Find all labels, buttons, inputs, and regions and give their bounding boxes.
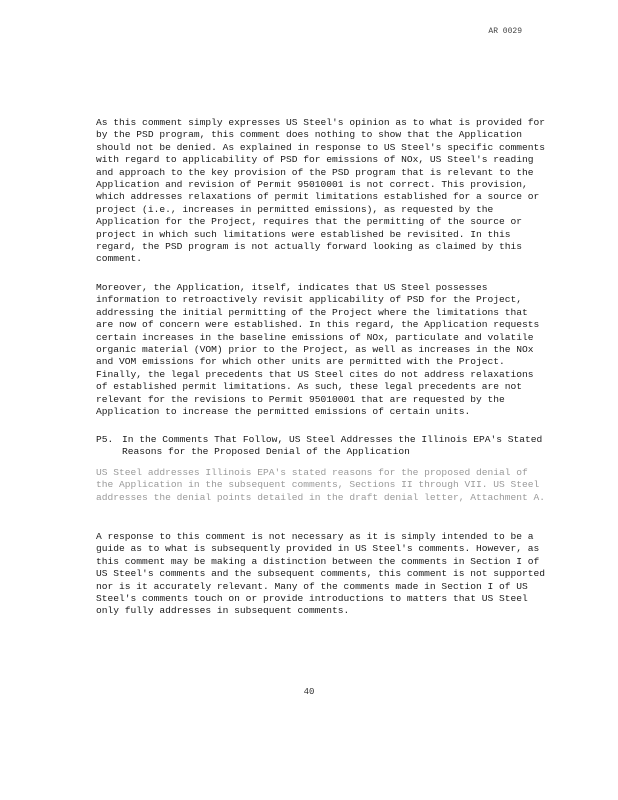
page-number: 40 [303, 687, 315, 697]
body-paragraph-2: Moreover, the Application, itself, indicates that US Steel possesses information to retroactively revisit applicability of PSD for the Project, addressing the initial permitting of the Project where the limitations that are now of concern were established. In this regard, the Application requests certain increases in the baseline emissions of NOx, particulate and volatile organic material (VOM) prior to the Project, as well as increases in the NOx and VOM emissions for which other units are permitted with the Project. Finally, the legal precedents that US Steel cites do not address relaxations of established permit limitations. As such, these legal precedents are not relevant for the revisions to Permit 95010001 that are requested by the Application to increase the permitted emissions of certain units. [96, 282, 540, 418]
section-heading-number: P5. [96, 434, 114, 445]
body-paragraph-4: A response to this comment is not necessary as it is simply intended to be a guide as to what is subsequently provided in US Steel's comments. However, as this comment may be making a distinction between the comments in Section I of US Steel's comments and the subsequent comments, this comment is not supported nor is it accurately relevant. Many of the comments made in Section I of US Steel's comments touch on or provide introductions to matters that US Steel only fully addresses in subsequent comments. [96, 531, 546, 617]
body-paragraph-3: US Steel addresses Illinois EPA's stated reasons for the proposed denial of the Application in the subsequent comments, Sections II through VII. US Steel addresses the denial points detailed in the draft denial letter, Attachment A. [96, 467, 546, 503]
section-heading-text: In the Comments That Follow, US Steel Addresses the Illinois EPA's Stated Reasons for the Proposed Denial of the Application [122, 434, 543, 458]
body-paragraph-1: As this comment simply expresses US Steel's opinion as to what is provided for by the PSD program, this comment does nothing to show that the Application should not be denied. As explained in response to US Steel's specific comments with regard to applicability of PSD for emissions of NOx, US Steel's reading and approach to the key provision of the PSD program that is relevant to the Application and revision of Permit 95010001 is not correct. This provision, which addresses relaxations of permit limitations established for a source or project (i.e., increases in permitted emissions), as requested by the Application for the Project, requires that the permitting of the source or project in which such limitations were established be revisited. In this regard, the PSD program is not actually forward looking as claimed by this comment. [96, 117, 546, 265]
document-id: AR 0029 [488, 27, 522, 36]
